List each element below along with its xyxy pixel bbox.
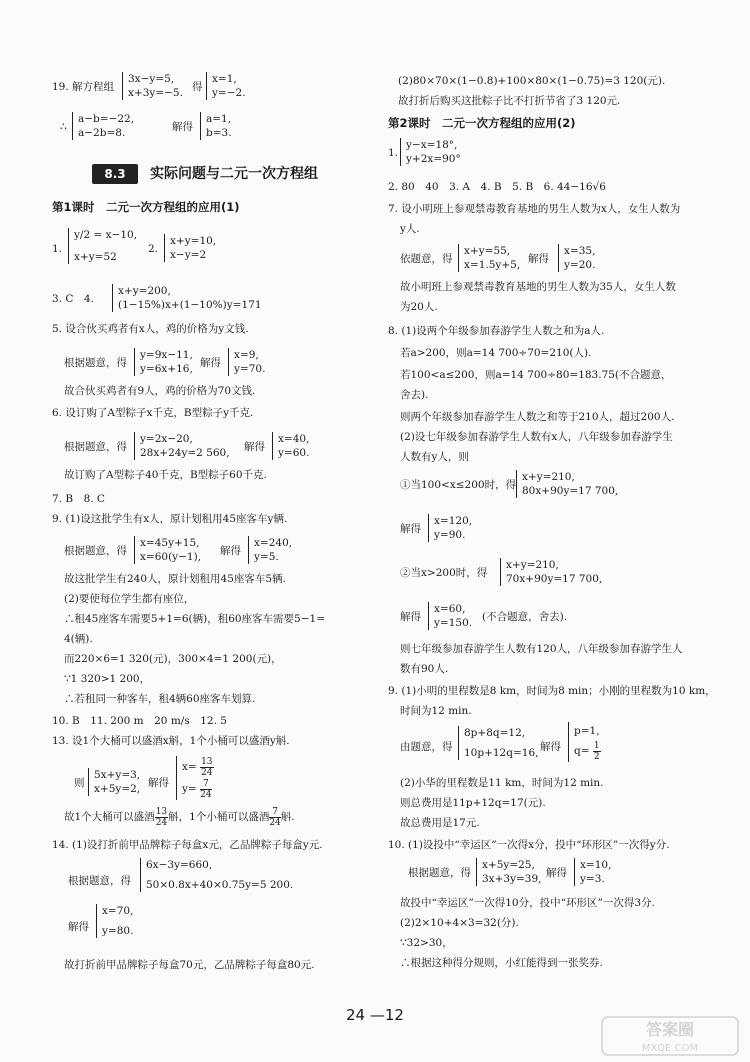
equation: y+2x=90° [406,153,461,165]
solution-line: y=90. [434,529,466,541]
solution-line: x=60, [434,603,466,615]
lesson-1-heading: 第1课时 二元一次方程组的应用(1) [52,200,240,214]
q14-pre: 根据题意，得 [68,875,131,887]
solution-line: y=3. [580,873,605,885]
numerator: 13 [201,756,213,767]
equation: 5x+y=3, [94,769,141,781]
q8-text: 若a>200，则a=14 700÷70=210(人). [400,347,592,359]
q9-text: ∴若租同一种客车，租4辆60座客车划算. [64,693,256,705]
solution-line: y=150. [434,617,473,629]
q10-jiede: 解得 [546,867,567,879]
q6-solution [272,432,309,460]
q5-pre: 根据题意，得 [64,357,127,369]
solution-line [182,778,214,800]
q13-pre: 则 [74,777,85,789]
solution-line: y=20. [564,259,596,271]
section-banner [92,164,362,186]
q6-system [134,432,230,460]
q8-case1: ①当100<x≤200时，得 [400,479,517,491]
q4-system [112,284,262,312]
equation: 3x−y=5, [128,73,175,85]
q19-jiede: 解得 [172,121,193,133]
q8-text: 舍去). [400,389,429,401]
q1-system [68,228,137,264]
q8-jiede1: 解得 [400,523,421,535]
q7-setup-cont: y人. [400,223,420,235]
var-q: q= [574,745,590,757]
q8-text: 则两个年级参加春游学生人数之和等于210人，超过200人. [400,411,675,423]
var-x: x= [182,761,197,773]
equation: a−2b=8. [78,127,126,139]
watermark-logo [600,1015,740,1057]
q8-text: 8. (1)设两个年级参加春游学生人数之和为a人. [388,325,605,337]
solution-line: x=35, [564,245,596,257]
q13-jiede: 解得 [148,777,169,789]
solution-line [574,740,601,762]
q9-text: 4(辆). [64,633,93,645]
page-number: 24 —12 [346,1006,404,1024]
q19-solution2 [200,112,232,140]
solution-line: y=70. [234,363,266,375]
equation: x=60(y−1), [140,551,202,563]
numerator: 7 [200,779,211,790]
q14-conclusion: 故打折前甲品牌粽子每盒70元，乙品牌粽子每盒80元. [64,959,315,971]
equation: 8p+8q=12, [464,727,526,739]
q8-system2 [500,558,602,586]
q7-pre: 依题意，得 [400,253,453,265]
section-number: 8.3 [92,164,138,184]
q6-conclusion: 故订购了A型粽子40千克，B型粽子60千克. [64,469,267,481]
q8-system1 [516,470,618,498]
q7-jiede: 解得 [528,253,549,265]
svg-text:答案圈: 答案圈 [645,1020,695,1039]
equation: y=9x−11, [140,349,193,361]
q7-system [458,244,520,272]
solution-line: p=1, [574,725,600,737]
equation: x+5y=25, [482,859,535,871]
q10-text: ∵32>30， [400,937,453,949]
q9-text: 则总费用是11p+12q=17(元). [400,797,546,809]
numerator: 1 [593,740,600,751]
solution-line: x=10, [580,859,612,871]
equation: a−b=−22, [78,113,135,125]
q8-case2: ②当x>200时，得 [400,567,488,579]
q10-setup: 10. (1)设投中“幸运区”一次得x分，投中“环形区”一次得y分. [388,839,670,851]
solution-line: x=70, [102,905,134,917]
q9-text: 时间为12 min. [400,705,472,717]
equation: y/2 = x−10, [74,229,138,241]
fraction [593,741,601,762]
q5-conclusion: 故合伙买鸡者有9人，鸡的价格为70文钱. [64,385,256,397]
q5-setup: 5. 设合伙买鸡者有x人，鸡的价格为y文钱. [52,323,249,335]
q1-label: 1. [388,147,399,159]
q10-text: ∴根据这种得分规则，小红能得到一张奖券. [400,957,603,969]
q14-part2-conclusion: 故打折后购买这批粽子比不打折节省了3 120元. [398,95,621,107]
q9-text: 故这批学生有240人，原计划租用45座客车5辆. [64,573,286,585]
equation: 28x+24y=2 560, [140,447,230,459]
var-y: y= [182,783,197,795]
equation: 70x+90y=17 700, [506,573,603,585]
lesson-2-heading: 第2课时 二元一次方程组的应用(2) [388,116,576,130]
q8-conclusion-cont: 数有90人. [400,663,449,675]
q9-text: 而220×6=1 320(元)，300×4=1 200(元)， [64,653,282,665]
q2-label: 2. [148,243,159,255]
equation: x+3y=−5. [128,87,183,99]
solution-line: x=40, [278,433,310,445]
q19-solution [206,72,246,100]
equation: 10p+12q=16, [464,747,539,759]
q9-system [134,536,201,564]
solution-line: y=80. [102,925,134,937]
q5-jiede: 解得 [200,357,221,369]
q13-setup: 13. 设1个大桶可以盛酒x斛，1个小桶可以盛酒y斛. [52,735,290,747]
equation: y−x=18°, [406,139,458,151]
denominator: 24 [200,789,212,800]
q2-system [164,234,216,262]
fraction [200,779,211,800]
denominator: 24 [155,817,168,828]
q14-solution [96,904,133,938]
q14-jiede: 解得 [68,921,89,933]
q6-pre: 根据题意，得 [64,441,127,453]
solution-line: y=5. [254,551,279,563]
q7-solution [558,244,595,272]
q1-system [400,138,461,166]
q10-solution [574,858,611,886]
solution-line [182,756,214,778]
q13-solution [176,756,214,800]
q9-solution [248,536,292,564]
q19-label: 19. 解方程组 [52,81,115,93]
q7-conclusion: 故小明班上参观禁毒教育基地的男生人数为35人，女生人数 [400,281,676,293]
q10-text: 故投中“幸运区”一次得10分，投中“环形区”一次得3分. [400,897,655,909]
text: 斛，1个小桶可以盛酒 [168,811,270,823]
equation: y=2x−20, [140,433,193,445]
q10-text: (2)2×10+4×3=32(分). [400,917,519,929]
q9-system [458,726,538,760]
equation: x+5y=2, [94,783,141,795]
q9-pre: 根据题意，得 [64,545,127,557]
equation: (1−15%)x+(1−10%)y=171 [118,299,262,311]
q9-pre: 由题意，得 [400,741,453,753]
q10-q12-answers: 10. B 11. 200 m 20 m/s 12. 5 [52,715,227,727]
q9-jiede: 解得 [540,741,561,753]
solution-line: x=9, [234,349,259,361]
q8-text: 人数有y人，则 [400,451,469,463]
equation: x+y=210, [506,559,559,571]
equation: x+y=200, [118,285,171,297]
denominator: 24 [201,767,213,778]
solution-line: a=1, [206,113,232,125]
q9-text: (2)小华的里程数是11 km，时间为12 min. [400,777,604,789]
equation: x=1.5y+5, [464,259,521,271]
q8-jiede2: 解得 [400,611,421,623]
q10-pre: 根据题意，得 [408,867,471,879]
q9-text: (2)要使每位学生都有座位， [64,593,195,605]
equation: 6x−3y=660, [146,859,213,871]
solution-line: y=60. [278,447,310,459]
equation: x−y=2 [170,249,207,261]
equation: x+y=10, [170,235,217,247]
numerator: 13 [155,806,168,817]
q9-solution [568,722,601,762]
q19-system2 [72,112,134,140]
q5-solution [228,348,265,376]
q7-setup: 7. 设小明班上参观禁毒教育基地的男生人数为x人，女生人数为 [388,203,681,215]
q19-system [122,72,183,100]
equation: 50×0.8x+40×0.75y=5 200. [146,879,294,891]
therefore-symbol: ∴ [60,121,67,133]
fraction [269,807,280,828]
section-title: 实际问题与二元一次方程组 [150,166,318,182]
q8-conclusion: 则七年级参加春游学生人数有120人，八年级参加春游学生人 [400,643,683,655]
fraction [155,807,168,828]
solution-line: x=240, [254,537,293,549]
q8-text: 若100<a≤200，则a=14 700÷80=183.75(不合题意， [400,369,672,381]
q7-q8-answers: 7. B 8. C [52,493,105,505]
solution-line: x=120, [434,515,473,527]
equation: y=6x+16, [140,363,193,375]
q8-solution2 [428,602,472,630]
q14-part2: (2)80×70×(1−0.8)+100×80×(1−0.75)=3 120(元). [398,75,666,87]
q14-setup: 14. (1)设打折前甲品牌粽子每盒x元，乙品牌粽子每盒y元. [52,839,323,851]
q9-text: ∵1 320>1 200， [64,673,151,685]
q6-jiede: 解得 [244,441,265,453]
denominator: 24 [269,817,281,828]
q19-de: 得 [192,81,203,93]
solution-line: x=1, [212,73,237,85]
q3-q4-answers: 3. C 4. [52,293,94,305]
q6-setup: 6. 设订购了A型粽子x千克，B型粽子y千克. [52,407,254,419]
q13-conclusion [64,806,295,828]
equation: x+y=210, [522,471,575,483]
q8-note: (不合题意，舍去). [482,611,568,623]
denominator: 2 [593,751,600,762]
q9-setup: 9. (1)设这批学生有x人，原计划租用45座客车y辆. [52,513,288,525]
equation: 80x+90y=17 700, [522,485,619,497]
q7-conclusion-cont: 为20人. [400,301,438,313]
solution-line: y=−2. [212,87,246,99]
svg-text:MXQE.COM: MXQE.COM [641,1043,699,1054]
equation: x+y=55, [464,245,511,257]
text: 故1个大桶可以盛酒 [64,811,155,823]
equation: 3x+3y=39, [482,873,542,885]
solution-line: b=3. [206,127,232,139]
q13-system [88,768,140,796]
q10-system [476,858,542,886]
q9-text: 故总费用是17元. [400,817,480,829]
q1-label: 1. [52,243,63,255]
q5-system [134,348,193,376]
equation: x+y=52 [74,251,117,263]
q9-jiede: 解得 [220,545,241,557]
fraction [200,757,213,778]
q8-solution1 [428,514,472,542]
numerator: 7 [269,807,280,818]
q2-q6-answers: 2. 80 40 3. A 4. B 5. B 6. 44−16√6 [388,181,606,193]
q9-text: ∴租45座客车需要5+1=6(辆)，租60座客车需要5−1= [64,613,326,625]
q8-text: (2)设七年级参加春游学生人数有x人，八年级参加春游学生 [400,431,673,443]
equation: x=45y+15, [140,537,200,549]
q9-text: 9. (1)小明的里程数是8 km，时间为8 min；小刚的里程数为10 km， [388,685,716,697]
q14-system [140,858,293,892]
text: 斛. [280,811,295,823]
